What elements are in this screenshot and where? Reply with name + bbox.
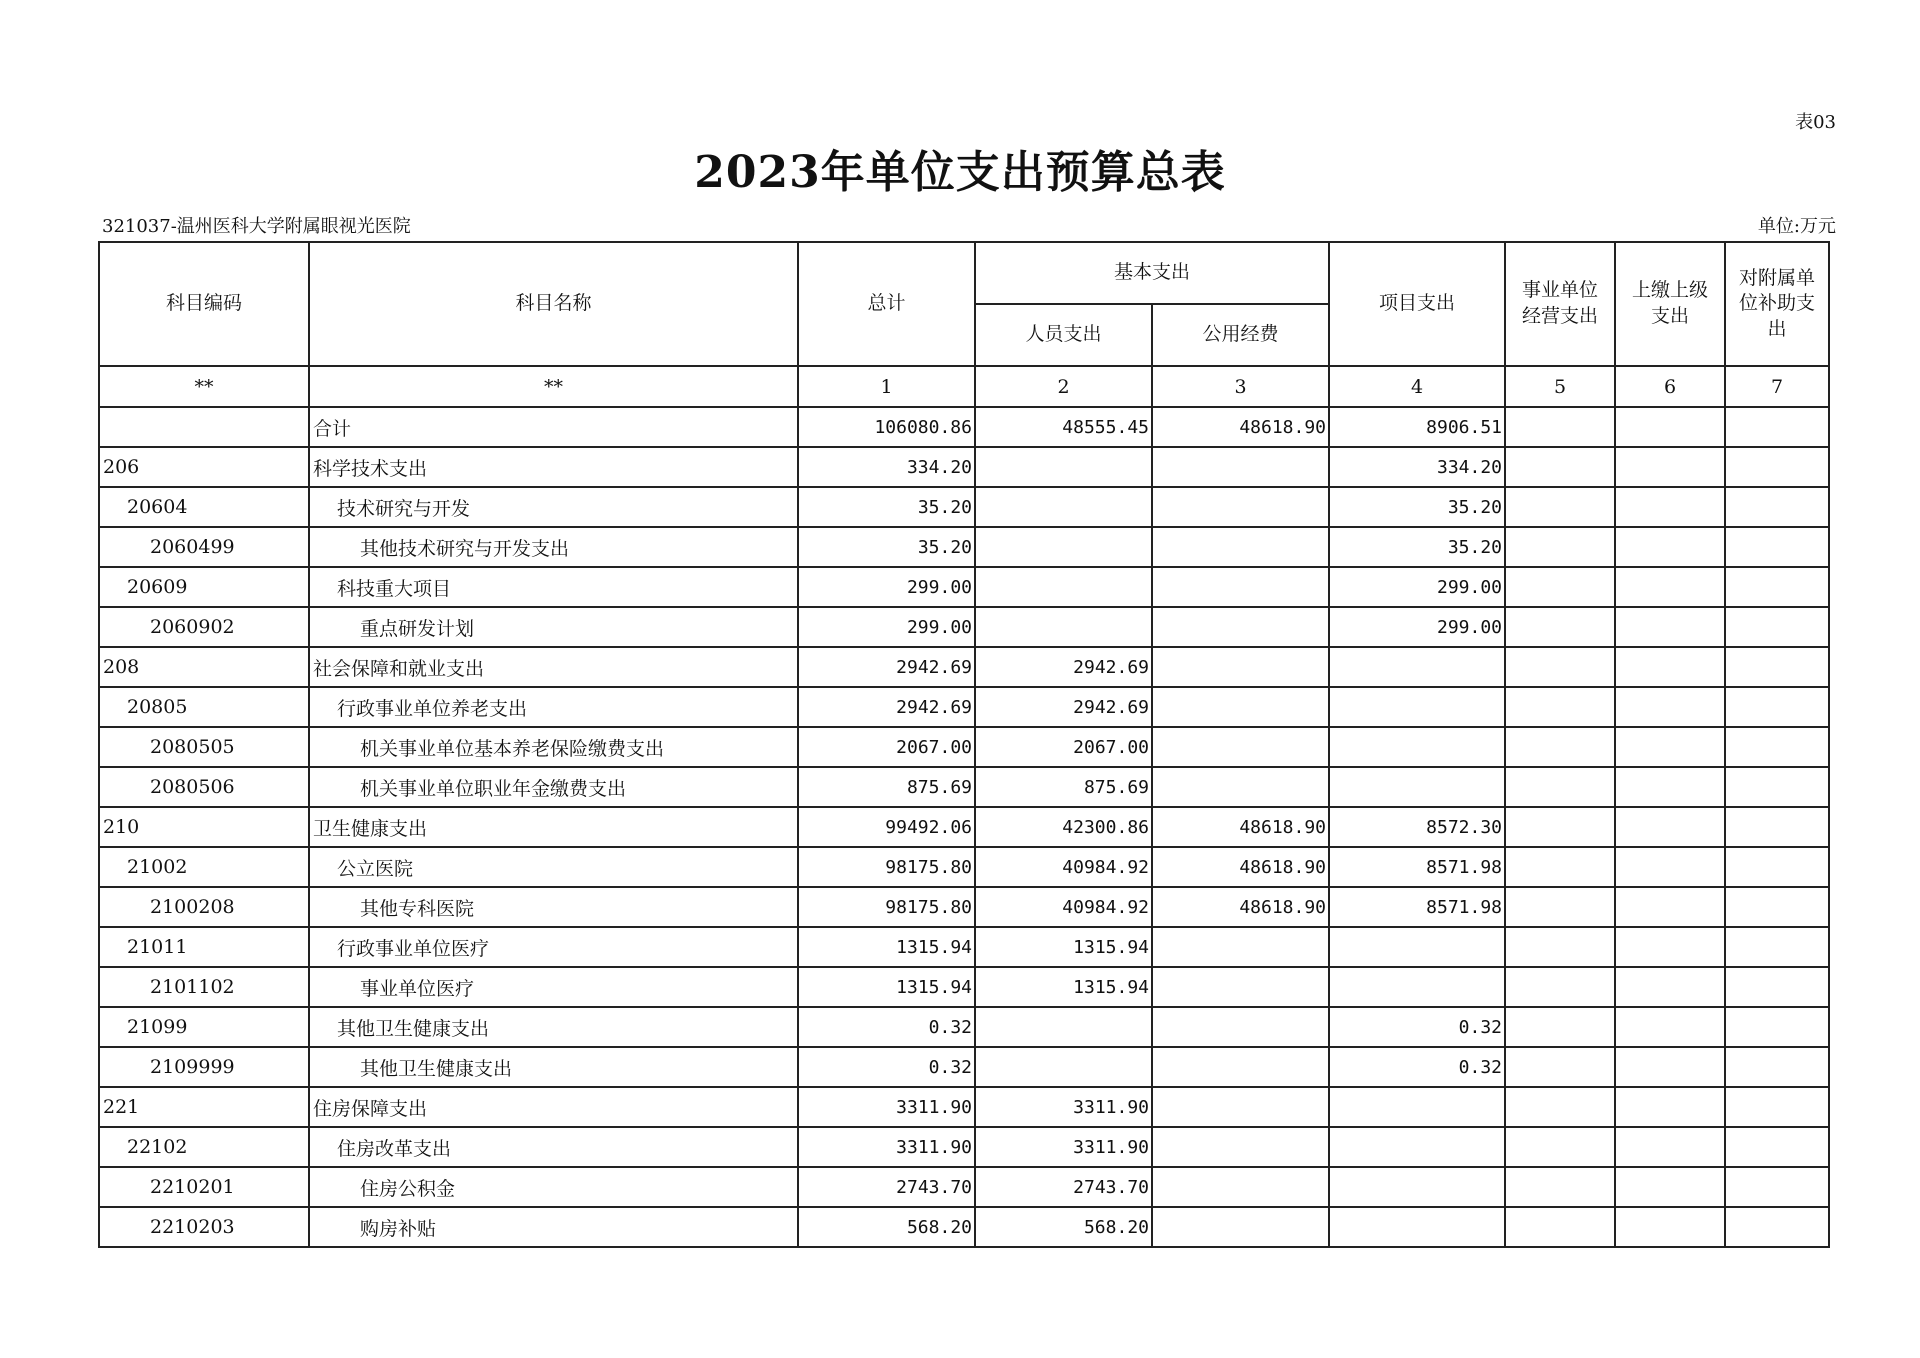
cell-subsidy [1725,1207,1829,1247]
cell-name: 技术研究与开发 [309,487,798,527]
cell-name: 购房补贴 [309,1207,798,1247]
cell-code: 206 [99,447,309,487]
table-row [99,927,1829,967]
index-cell: ** [309,366,798,407]
table-row [99,447,1829,487]
cell-public [1152,1047,1329,1087]
cell-superior [1615,527,1725,567]
cell-public [1152,967,1329,1007]
cell-personnel: 2067.00 [975,727,1152,767]
cell-superior [1615,1127,1725,1167]
table-row [99,407,1829,447]
cell-subsidy [1725,727,1829,767]
cell-name: 住房改革支出 [309,1127,798,1167]
cell-total: 1315.94 [798,927,975,967]
cell-total: 99492.06 [798,807,975,847]
col-header-total: 总计 [798,242,975,366]
cell-personnel: 42300.86 [975,807,1152,847]
cell-business [1505,967,1615,1007]
col-header-business-line1: 事业单位 [1522,279,1599,302]
cell-personnel: 2942.69 [975,687,1152,727]
cell-code: 2109999 [99,1047,309,1087]
cell-total: 3311.90 [798,1127,975,1167]
cell-subsidy [1725,1127,1829,1167]
col-header-business-line2: 经营支出 [1522,305,1599,327]
cell-personnel: 2942.69 [975,647,1152,687]
cell-name: 机关事业单位基本养老保险缴费支出 [309,727,798,767]
index-cell: ** [99,366,309,407]
cell-total: 299.00 [798,607,975,647]
cell-total: 2942.69 [798,647,975,687]
cell-total: 98175.80 [798,887,975,927]
cell-business [1505,647,1615,687]
cell-code: 21099 [99,1007,309,1047]
cell-superior [1615,1087,1725,1127]
cell-name: 行政事业单位养老支出 [309,687,798,727]
cell-total: 0.32 [798,1007,975,1047]
cell-business [1505,407,1615,447]
cell-subsidy [1725,927,1829,967]
cell-code: 21002 [99,847,309,887]
cell-subsidy [1725,647,1829,687]
cell-personnel: 2743.70 [975,1167,1152,1207]
cell-superior [1615,487,1725,527]
cell-total: 35.20 [798,487,975,527]
cell-superior [1615,607,1725,647]
cell-personnel [975,447,1152,487]
cell-subsidy [1725,887,1829,927]
cell-total: 1315.94 [798,967,975,1007]
cell-business [1505,527,1615,567]
cell-business [1505,1007,1615,1047]
col-header-project: 项目支出 [1329,242,1505,366]
cell-total: 2743.70 [798,1167,975,1207]
cell-personnel: 3311.90 [975,1127,1152,1167]
cell-personnel [975,567,1152,607]
col-header-subsidy [1725,242,1829,366]
budget-body [99,407,1829,1247]
cell-superior [1615,567,1725,607]
cell-subsidy [1725,607,1829,647]
cell-subsidy [1725,527,1829,567]
index-cell: 4 [1329,366,1505,407]
cell-subsidy [1725,1087,1829,1127]
cell-code: 2080505 [99,727,309,767]
cell-code: 221 [99,1087,309,1127]
cell-personnel [975,1047,1152,1087]
cell-name: 公立医院 [309,847,798,887]
index-cell: 1 [798,366,975,407]
col-header-business [1505,242,1615,366]
cell-business [1505,847,1615,887]
table-row [99,847,1829,887]
cell-public: 48618.90 [1152,847,1329,887]
cell-project: 299.00 [1329,607,1505,647]
cell-public [1152,1207,1329,1247]
cell-name: 其他卫生健康支出 [309,1007,798,1047]
cell-personnel [975,1007,1152,1047]
cell-name: 卫生健康支出 [309,807,798,847]
cell-personnel: 40984.92 [975,887,1152,927]
cell-project: 0.32 [1329,1047,1505,1087]
cell-project: 35.20 [1329,527,1505,567]
cell-public [1152,447,1329,487]
col-header-subsidy-line1: 对附属单 [1739,266,1816,289]
cell-business [1505,1167,1615,1207]
cell-public [1152,487,1329,527]
cell-project: 8572.30 [1329,807,1505,847]
cell-business [1505,567,1615,607]
cell-subsidy [1725,1167,1829,1207]
cell-business [1505,887,1615,927]
cell-code: 20609 [99,567,309,607]
header-row-top [99,242,1829,304]
cell-personnel [975,527,1152,567]
cell-project: 8906.51 [1329,407,1505,447]
index-cell: 2 [975,366,1152,407]
index-cell: 3 [1152,366,1329,407]
cell-superior [1615,1007,1725,1047]
index-cell: 6 [1615,366,1725,407]
cell-code: 210 [99,807,309,847]
cell-public: 48618.90 [1152,407,1329,447]
cell-business [1505,727,1615,767]
cell-personnel: 1315.94 [975,927,1152,967]
cell-code: 2060902 [99,607,309,647]
col-header-superior-line2: 支出 [1651,305,1690,327]
cell-name: 住房公积金 [309,1167,798,1207]
table-row [99,527,1829,567]
table-row [99,687,1829,727]
table-row [99,487,1829,527]
cell-superior [1615,807,1725,847]
cell-name: 机关事业单位职业年金缴费支出 [309,767,798,807]
cell-total: 35.20 [798,527,975,567]
cell-subsidy [1725,407,1829,447]
cell-public [1152,727,1329,767]
cell-code: 20805 [99,687,309,727]
table-row [99,607,1829,647]
cell-code: 2210203 [99,1207,309,1247]
table-row [99,967,1829,1007]
cell-superior [1615,687,1725,727]
cell-subsidy [1725,687,1829,727]
cell-code: 2210201 [99,1167,309,1207]
page-title: 2023年单位支出预算总表 [694,147,1226,198]
table-code: 表03 [1795,112,1836,133]
cell-superior [1615,887,1725,927]
cell-total: 0.32 [798,1047,975,1087]
cell-public [1152,527,1329,567]
cell-personnel: 568.20 [975,1207,1152,1247]
cell-business [1505,487,1615,527]
table-row [99,567,1829,607]
cell-personnel: 3311.90 [975,1087,1152,1127]
cell-name: 其他技术研究与开发支出 [309,527,798,567]
cell-project [1329,767,1505,807]
cell-total: 568.20 [798,1207,975,1247]
cell-total: 875.69 [798,767,975,807]
cell-project: 334.20 [1329,447,1505,487]
cell-code [99,407,309,447]
cell-code: 2100208 [99,887,309,927]
cell-superior [1615,1047,1725,1087]
cell-total: 2067.00 [798,727,975,767]
cell-business [1505,447,1615,487]
cell-business [1505,1047,1615,1087]
cell-public [1152,567,1329,607]
cell-code: 2060499 [99,527,309,567]
table-row [99,1127,1829,1167]
cell-project [1329,647,1505,687]
unit-label: 单位:万元 [1757,216,1836,237]
cell-subsidy [1725,447,1829,487]
cell-superior [1615,647,1725,687]
cell-subsidy [1725,487,1829,527]
cell-business [1505,807,1615,847]
cell-business [1505,1207,1615,1247]
cell-superior [1615,1207,1725,1247]
cell-total: 98175.80 [798,847,975,887]
cell-total: 2942.69 [798,687,975,727]
cell-personnel [975,487,1152,527]
cell-public [1152,647,1329,687]
table-row [99,807,1829,847]
cell-public [1152,767,1329,807]
col-header-public: 公用经费 [1152,304,1329,366]
cell-name: 合计 [309,407,798,447]
cell-name: 住房保障支出 [309,1087,798,1127]
cell-business [1505,687,1615,727]
cell-code: 2101102 [99,967,309,1007]
cell-subsidy [1725,807,1829,847]
cell-name: 其他卫生健康支出 [309,1047,798,1087]
cell-business [1505,927,1615,967]
table-row [99,767,1829,807]
col-header-subsidy-line2: 位补助支 [1739,292,1816,315]
cell-subsidy [1725,847,1829,887]
cell-personnel: 1315.94 [975,967,1152,1007]
cell-project [1329,1087,1505,1127]
cell-personnel: 40984.92 [975,847,1152,887]
col-header-name: 科目名称 [309,242,798,366]
cell-total: 334.20 [798,447,975,487]
table-row [99,727,1829,767]
cell-public: 48618.90 [1152,807,1329,847]
cell-project: 299.00 [1329,567,1505,607]
cell-code: 22102 [99,1127,309,1167]
index-cell: 7 [1725,366,1829,407]
cell-public [1152,1007,1329,1047]
cell-project [1329,1127,1505,1167]
cell-superior [1615,927,1725,967]
col-header-superior [1615,242,1725,366]
cell-name: 重点研发计划 [309,607,798,647]
cell-business [1505,1087,1615,1127]
cell-name: 事业单位医疗 [309,967,798,1007]
col-header-basic: 基本支出 [975,242,1329,304]
col-header-personnel: 人员支出 [975,304,1152,366]
cell-code: 2080506 [99,767,309,807]
table-row [99,1047,1829,1087]
budget-table [98,241,1830,1248]
index-row [99,366,1829,407]
cell-code: 208 [99,647,309,687]
cell-name: 社会保障和就业支出 [309,647,798,687]
cell-code: 21011 [99,927,309,967]
cell-subsidy [1725,1047,1829,1087]
cell-public [1152,1127,1329,1167]
cell-total: 106080.86 [798,407,975,447]
cell-business [1505,607,1615,647]
cell-business [1505,1127,1615,1167]
cell-superior [1615,767,1725,807]
cell-name: 行政事业单位医疗 [309,927,798,967]
cell-public: 48618.90 [1152,887,1329,927]
cell-total: 3311.90 [798,1087,975,1127]
cell-public [1152,607,1329,647]
cell-project [1329,967,1505,1007]
cell-superior [1615,407,1725,447]
cell-superior [1615,847,1725,887]
cell-project [1329,1167,1505,1207]
cell-public [1152,1167,1329,1207]
cell-superior [1615,447,1725,487]
cell-project: 0.32 [1329,1007,1505,1047]
table-row [99,647,1829,687]
cell-subsidy [1725,967,1829,1007]
cell-subsidy [1725,1007,1829,1047]
table-row [99,887,1829,927]
org-name: 321037-温州医科大学附属眼视光医院 [102,216,411,237]
cell-public [1152,687,1329,727]
cell-name: 其他专科医院 [309,887,798,927]
cell-name: 科学技术支出 [309,447,798,487]
cell-public [1152,1087,1329,1127]
table-row [99,1087,1829,1127]
cell-public [1152,927,1329,967]
col-header-superior-line1: 上缴上级 [1632,279,1709,302]
cell-personnel: 875.69 [975,767,1152,807]
cell-project [1329,927,1505,967]
cell-name: 科技重大项目 [309,567,798,607]
table-row [99,1007,1829,1047]
index-cell: 5 [1505,366,1615,407]
cell-total: 299.00 [798,567,975,607]
cell-code: 20604 [99,487,309,527]
cell-superior [1615,1167,1725,1207]
cell-personnel: 48555.45 [975,407,1152,447]
cell-subsidy [1725,767,1829,807]
table-row [99,1207,1829,1247]
cell-personnel [975,607,1152,647]
cell-subsidy [1725,567,1829,607]
cell-superior [1615,967,1725,1007]
cell-project [1329,1207,1505,1247]
cell-project: 8571.98 [1329,887,1505,927]
col-header-code: 科目编码 [99,242,309,366]
table-row [99,1167,1829,1207]
cell-business [1505,767,1615,807]
cell-project: 8571.98 [1329,847,1505,887]
cell-project [1329,687,1505,727]
col-header-subsidy-line3: 出 [1767,317,1787,340]
cell-project: 35.20 [1329,487,1505,527]
cell-superior [1615,727,1725,767]
cell-project [1329,727,1505,767]
